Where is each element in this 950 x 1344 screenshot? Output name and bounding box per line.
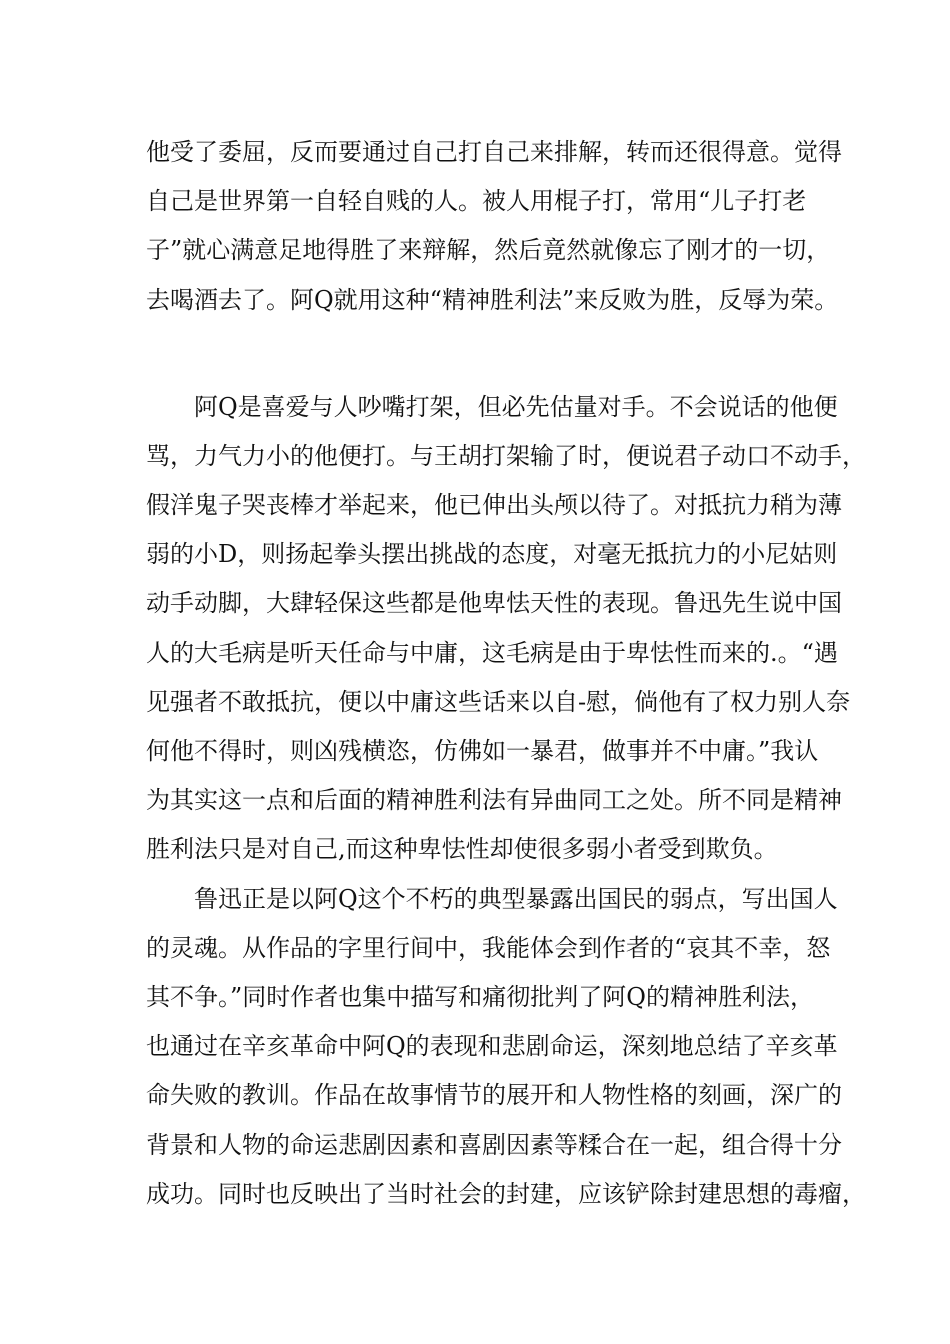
text-line: 的灵魂。从作品的字里行间中，我能体会到作者的“哀其不幸，怒 [146,934,831,962]
text-line: 阿Q是喜爱与人吵嘴打架，但必先估量对手。不会说话的他便 [194,393,838,421]
text-line: 自己是世界第一自轻自贱的人。被人用棍子打，常用“儿子打老 [146,187,807,215]
text-line: 假洋鬼子哭丧棒才举起来，他已伸出头颅以待了。对抵抗力稍为薄 [146,491,842,519]
text-line: 见强者不敢抵抗，便以中庸这些话来以自-慰，倘他有了权力别人奈 [146,688,851,716]
text-line: 子”就心满意足地得胜了来辩解，然后竟然就像忘了刚才的一切， [146,236,831,264]
text-line: 也通过在辛亥革命中阿Q的表现和悲剧命运，深刻地总结了辛亥革 [146,1032,838,1060]
text-line: 背景和人物的命运悲剧因素和喜剧因素等糅合在一起，组合得十分 [146,1131,842,1159]
text-line: 他受了委屈，反而要通过自己打自己来排解，转而还很得意。觉得 [146,138,842,166]
text-line: 骂，力气力小的他便打。与王胡打架输了时，便说君子动口不动手， [146,442,866,470]
text-line: 鲁迅正是以阿Q这个不朽的典型暴露出国民的弱点，写出国人 [194,885,838,913]
text-line: 弱的小D，则扬起拳头摆出挑战的态度，对毫无抵抗力的小尼姑则 [146,540,838,568]
text-line: 去喝酒去了。阿Q就用这种“精神胜利法”来反败为胜，反辱为荣。 [146,286,839,314]
text-line: 动手动脚，大肆轻保这些都是他卑怯天性的表现。鲁迅先生说中国 [146,589,842,617]
text-line: 何他不得时，则凶残横恣，仿佛如一暴君，做事并不中庸。”我认 [146,737,819,765]
text-line: 为其实这一点和后面的精神胜利法有异曲同工之处。所不同是精神 [146,786,842,814]
text-line: 成功。同时也反映出了当时社会的封建，应该铲除封建思想的毒瘤， [146,1180,866,1208]
text-line: 其不争。”同时作者也集中描写和痛彻批判了阿Q的精神胜利法， [146,983,814,1011]
text-line: 胜利法只是对自己,而这种卑怯性却使很多弱小者受到欺负。 [146,835,778,863]
text-line: 人的大毛病是听天任命与中庸，这毛病是由于卑怯性而来的.。“遇 [146,639,838,667]
text-line: 命失败的教训。作品在故事情节的展开和人物性格的刻画，深广的 [146,1081,842,1109]
